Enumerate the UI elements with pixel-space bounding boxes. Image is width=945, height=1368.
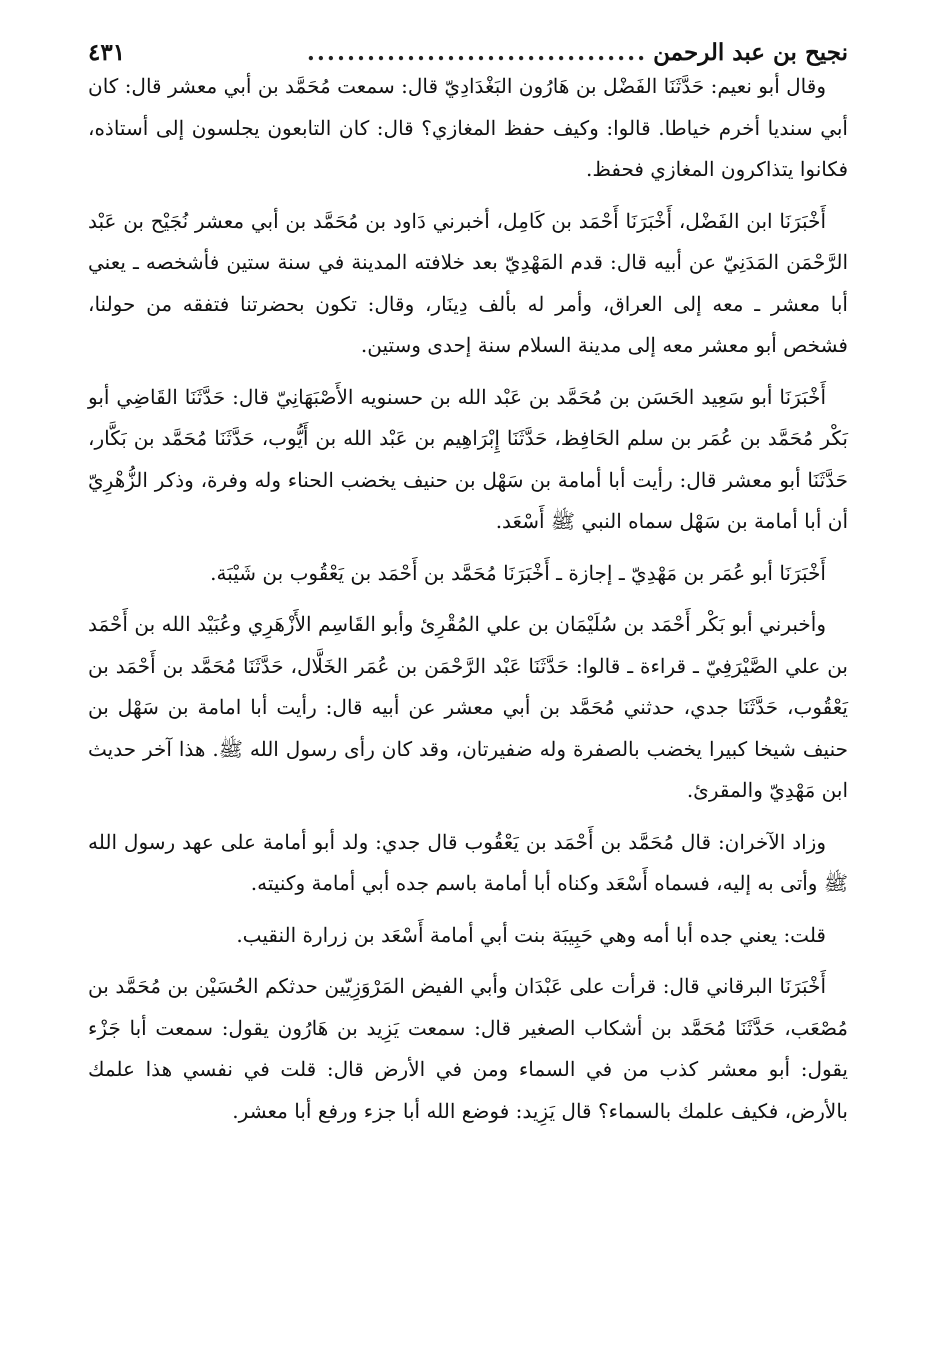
header-leader-dots: .................................. bbox=[306, 39, 648, 66]
page-body bbox=[88, 66, 848, 1132]
paragraph: وقال أبو نعيم: حَدَّثَنَا الفَضْل بن هَارُون البَغْدَادِيّ قال: سمعت مُحَمَّد بن أبي معشر قال: كان أبي سنديا أخرم خياطا. قالوا: وكيف حفظ المغازي؟ قال: كان التابعون يجلسون إلى أستاذه، فكانوا يتذاكرون المغازي فحفظ. bbox=[88, 74, 848, 181]
paragraph: أَخْبَرَنَا البرقاني قال: قرأت على عَبْدَان وأبي الفيض المَرْوَزِيّين حدثكم الحُسَيْن بن مُحَمَّد بن مُصْعَب، حَدَّثَنَا مُحَمَّد بن أشكاب الصغير قال: سمعت يَزِيد بن هَارُون يقول: سمعت أبا جَزْء يقول: أبو معشر كذب من في السماء ومن في الأرض قال: قلت في نفسي هذا علمك بالأرض، فكيف علمك بالسماء؟ قال يَزِيد: فوضع الله أبا جزء ورفع أبا معشر. bbox=[88, 974, 848, 1123]
book-page bbox=[88, 22, 848, 1142]
running-title: نجيح بن عبد الرحمن bbox=[653, 39, 848, 66]
page-number: ٤٣١ bbox=[88, 39, 126, 66]
paragraph: أَخْبَرَنَا أبو سَعِيد الحَسَن بن مُحَمَّد بن عَبْد الله بن حسنويه الأَصْبَهَانِيّ قال: حَدَّثَنَا القَاضِي أبو بَكْر مُحَمَّد بن عُمَر بن سلم الحَافِظ، حَدَّثَنَا إِبْرَاهِيم بن عَبْد الله بن أَيُّوب، حَدَّثَنَا مُحَمَّد بن بَكَّار، حَدَّثَنَا أبو معشر قال: رأيت أبا أمامة بن سَهْل بن حنيف يخضب الحناء وله وفرة، وذكر الزُّهْرِيّ أن أبا أمامة بن سَهْل سماه النبي ﷺ أَسْعَد. bbox=[88, 384, 848, 533]
paragraph: وزاد الآخران: قال مُحَمَّد بن أَحْمَد بن يَعْقُوب قال جدي: ولد أبو أمامة على عهد رسول الله ﷺ وأتى به إليه، فسماه أَسْعَد وكناه أبا أمامة باسم جده أبي أمامة وكنيته. bbox=[88, 829, 848, 895]
paragraph: وأخبرني أبو بَكْر أَحْمَد بن سُلَيْمَان بن علي المُقْرِئ وأبو القَاسِم الأَزْهَرِي وعُبَيْد الله بن أَحْمَد بن علي الصَّيْرَفِيّ ـ قراءة ـ قالوا: حَدَّثَنَا عَبْد الرَّحْمَن بن عُمَر الخَلَّال، حَدَّثَنَا مُحَمَّد بن أَحْمَد بن يَعْقُوب، حَدَّثَنَا جدي، حدثني مُحَمَّد بن أبي معشر عن أبيه قال: رأيت أبا امامة بن سَهْل بن حنيف شيخا كبيرا يخضب بالصفرة وله ضفيرتان، وقد كان رأى رسول الله ﷺ. هذا آخر حديث ابن مَهْدِيّ والمقرئ. bbox=[88, 612, 848, 802]
paragraph: قلت: يعني جده أبا أمه وهي حَبِيبَة بنت أبي أمامة أَسْعَد بن زرارة النقيب. bbox=[236, 922, 826, 947]
page-header bbox=[88, 22, 848, 66]
paragraph: أَخْبَرَنَا أبو عُمَر بن مَهْدِيّ ـ إجازة ـ أَخْبَرَنَا مُحَمَّد بن أَحْمَد بن يَعْقُوب بن شَيْبَة. bbox=[210, 560, 826, 585]
paragraph: أَخْبَرَنَا ابن الفَضْل، أَخْبَرَنَا أَحْمَد بن كَامِل، أخبرني دَاود بن مُحَمَّد بن أبي معشر نُجَيْح بن عَبْد الرَّحْمَن المَدَنِيّ عن أبيه قال: قدم المَهْدِيّ بعد خلافته المدينة في سنة ستين فأشخصه ـ يعني أبا معشر ـ معه إلى العراق، وأمر له بألف دِينَار، وقال: تكون بحضرتنا فتفقه من حولنا، فشخص أبو معشر معه إلى مدينة السلام سنة إحدى وستين. bbox=[88, 208, 848, 357]
